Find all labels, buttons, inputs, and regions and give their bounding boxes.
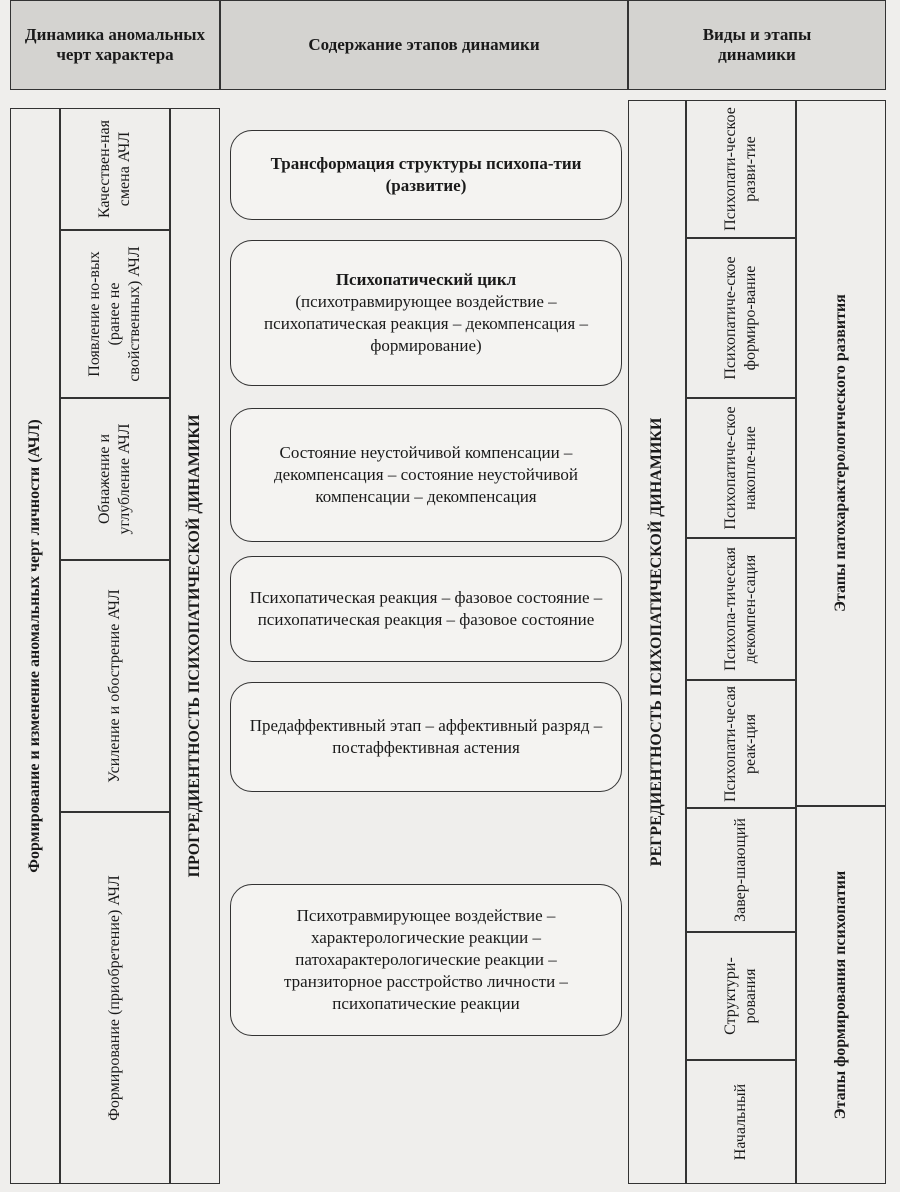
stage-box-text: (психотравмирующее воздействие – психопатическая реакция – декомпенсация – формирование)	[264, 292, 588, 355]
right-spine-label: РЕГРЕДИЕНТНОСТЬ ПСИХОПАТИЧЕСКОЙ ДИНАМИКИ	[648, 417, 665, 867]
right-cell-label: Психопатиче-ское формиро-вание	[722, 256, 759, 380]
stage-box-psychopathic-cycle	[230, 240, 622, 386]
left-cell-exposure	[60, 398, 170, 560]
left-cell-label: Усиление и обострение АЧЛ	[106, 589, 123, 783]
right-cell-development	[686, 100, 796, 238]
left-cell-intensification	[60, 560, 170, 812]
right-cell-reaction	[686, 680, 796, 808]
right-cell-structuring	[686, 932, 796, 1060]
stage-box-text: Предаффективный этап – аффективный разряд – постаффективная астения	[249, 716, 603, 757]
right-cell-initial	[686, 1060, 796, 1184]
left-cell-label: Обнажение и углубление АЧЛ	[96, 423, 133, 535]
right-cell-label: Завер-шающий	[732, 818, 749, 922]
left-cell-label: Формирование (приобретение) АЧЛ	[106, 875, 123, 1121]
left-spine-label: ПРОГРЕДИЕНТНОСТЬ ПСИХОПАТИЧЕСКОЙ ДИНАМИКИ	[186, 414, 203, 878]
stage-box-title: Психопатический цикл	[335, 270, 517, 289]
right-cell-accumulation	[686, 398, 796, 538]
header-col1-label: Динамика аномальных черт характера	[24, 25, 206, 64]
header-types-column	[628, 0, 886, 90]
stage-box-text: Психотравмирующее воздействие – характерологические реакции – патохарактерологические реакции – транзиторное расстройство личности – психопатические реакции	[284, 906, 568, 1013]
right-cell-label: Психопати-ческое разви-тие	[722, 107, 759, 231]
left-cell-new-traits	[60, 230, 170, 398]
stage-box-compensation	[230, 408, 622, 542]
right-cell-decompensation	[686, 538, 796, 680]
stage-box-text: Психопатическая реакция – фазовое состояние – психопатическая реакция – фазовое состояние	[249, 588, 603, 629]
right-spine-regredience	[628, 100, 686, 1184]
right-group-lower-label: Этапы формирования психопатии	[832, 870, 849, 1120]
left-cell-qualitative-change	[60, 108, 170, 230]
right-cell-label: Психопатиче-ское накопле-ние	[722, 406, 759, 530]
right-cell-final	[686, 808, 796, 932]
stage-box-initial	[230, 884, 622, 1036]
right-cell-formation	[686, 238, 796, 398]
right-group-upper-label: Этапы патохарактерологического развития	[832, 294, 849, 612]
right-cell-label: Психопати-чесая реак-ция	[722, 685, 759, 803]
stage-box-title: Трансформация структуры психопа-тии (развитие)	[270, 154, 582, 195]
right-cell-label: Начальный	[732, 1083, 749, 1161]
right-group-psychopathy-formation	[796, 806, 886, 1184]
right-cell-label: Психопа-тическая декомпен-сация	[722, 547, 759, 671]
header-dynamics-column	[10, 0, 220, 90]
left-cell-label: Появление но-вых (ранее не свойственных) АЧЛ	[86, 246, 143, 382]
left-outer-column	[10, 108, 60, 1184]
header-col2-label: Содержание этапов динамики	[308, 35, 540, 54]
left-cell-label: Качествен-ная смена АЧЛ	[96, 119, 133, 219]
left-spine-progredience	[170, 108, 220, 1184]
right-group-pathocharacterological	[796, 100, 886, 806]
left-outer-label: Формирование и изменение аномальных черт личности (АЧЛ)	[26, 419, 43, 873]
stage-box-transformation	[230, 130, 622, 220]
header-content-column	[220, 0, 628, 90]
right-cell-label: Структури-рования	[722, 957, 759, 1035]
stage-box-text: Состояние неустойчивой компенсации – декомпенсация – состояние неустойчивой компенсации – декомпенсация	[273, 443, 578, 506]
stage-box-affective	[230, 682, 622, 792]
header-col3-label: Виды и этапы динамики	[702, 25, 812, 64]
stage-box-phase-state	[230, 556, 622, 662]
left-cell-formation	[60, 812, 170, 1184]
